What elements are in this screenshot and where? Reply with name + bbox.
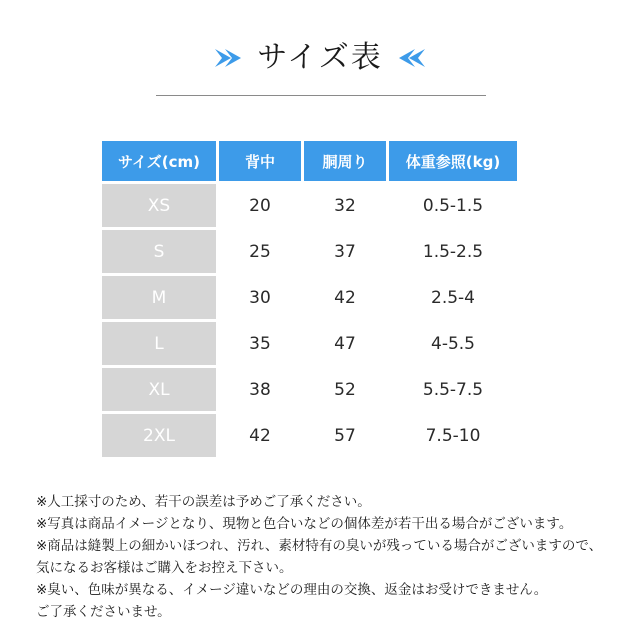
size-cell: M	[102, 276, 216, 319]
girth-cell: 32	[334, 195, 356, 216]
note-line: ※人工採寸のため、若干の誤差は予めご了承ください。	[36, 494, 371, 510]
page-title: サイズ表	[257, 40, 383, 75]
note-line: ※商品は縫製上の細かいほつれ、汚れ、素材特有の臭いが残っている場合がございますので、	[36, 538, 603, 554]
back-cell: 20	[249, 195, 271, 216]
girth-cell: 37	[334, 241, 356, 262]
back-cell: 30	[249, 287, 271, 308]
notes-section	[36, 491, 636, 623]
size-cell: S	[102, 230, 216, 273]
table-header-row	[102, 141, 517, 181]
note-line: ※写真は商品イメージとなり、現物と色合いなどの個体差が若干出る場合がございます。	[36, 516, 573, 532]
note-line: 気になるお客様はご購入をお控え下さい。	[36, 560, 293, 576]
girth-cell: 57	[334, 425, 356, 446]
column-header-back: 背中	[219, 141, 301, 181]
girth-cell: 42	[334, 287, 356, 308]
title-divider	[156, 95, 486, 96]
back-cell: 25	[249, 241, 271, 262]
girth-cell: 47	[334, 333, 356, 354]
note-line: ※臭い、色味が異なる、イメージ違いなどの理由の交換、返金はお受けできません。	[36, 582, 548, 598]
table-row	[102, 322, 517, 365]
chevron-right-icon	[213, 46, 243, 70]
weight-cell: 0.5-1.5	[422, 195, 484, 216]
column-header-girth: 胴周り	[304, 141, 386, 181]
table-row	[102, 184, 517, 227]
size-cell: L	[102, 322, 216, 365]
weight-cell: 2.5-4	[431, 287, 475, 308]
title-bar	[0, 38, 640, 78]
weight-cell: 1.5-2.5	[422, 241, 484, 262]
note-line: ご了承くださいませ。	[36, 604, 171, 620]
size-cell: XS	[102, 184, 216, 227]
back-cell: 38	[249, 379, 271, 400]
girth-cell: 52	[334, 379, 356, 400]
weight-cell: 4-5.5	[431, 333, 475, 354]
weight-cell: 7.5-10	[425, 425, 481, 446]
back-cell: 35	[249, 333, 271, 354]
back-cell: 42	[249, 425, 271, 446]
table-row	[102, 414, 517, 457]
size-cell: XL	[102, 368, 216, 411]
table-row	[102, 368, 517, 411]
weight-cell: 5.5-7.5	[422, 379, 484, 400]
size-cell: 2XL	[102, 414, 216, 457]
chevron-left-icon	[397, 46, 427, 70]
table-row	[102, 276, 517, 319]
size-table	[99, 138, 520, 460]
column-header-weight: 体重参照(kg)	[389, 141, 517, 181]
column-header-size: サイズ(cm)	[102, 141, 216, 181]
table-row	[102, 230, 517, 273]
